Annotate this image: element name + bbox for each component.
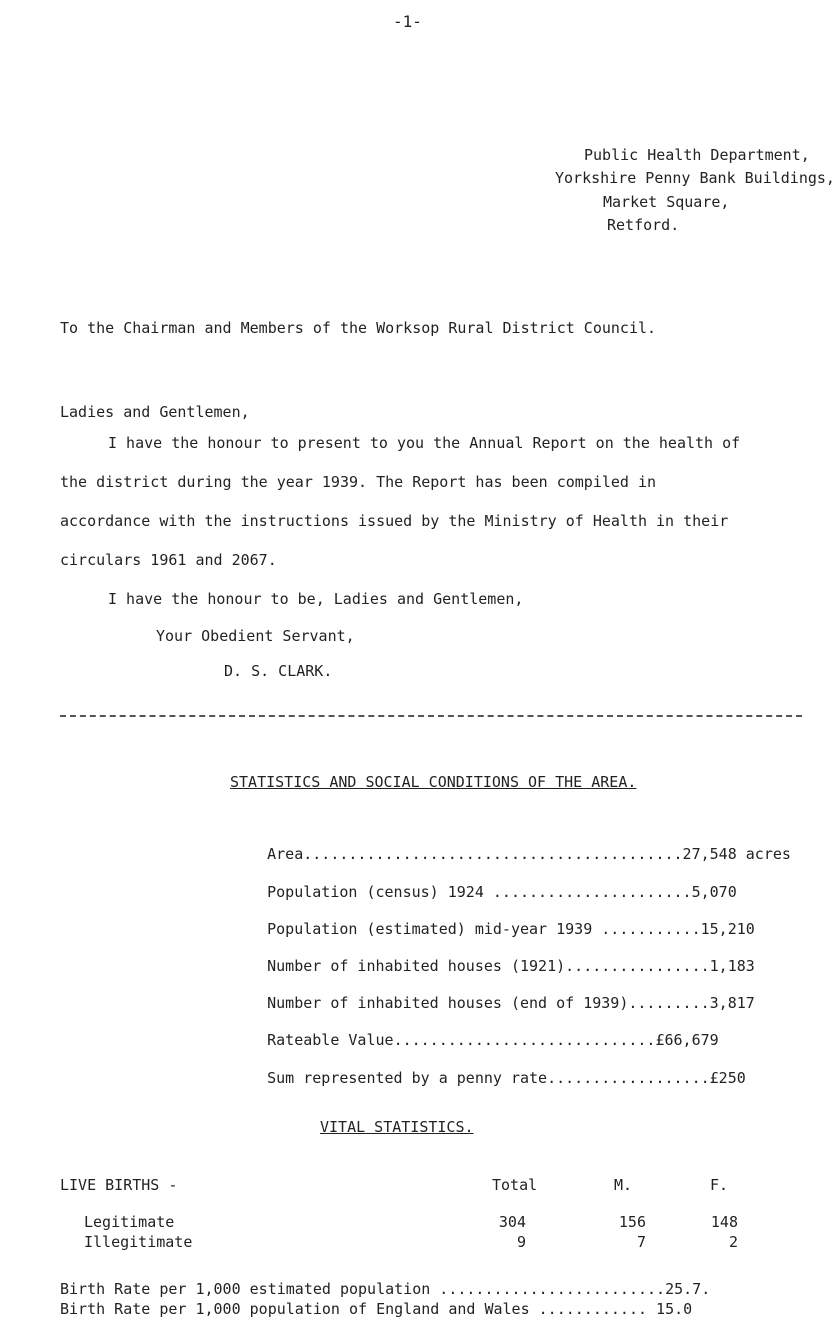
stat-label: Sum represented by a penny rate	[267, 1069, 548, 1087]
vital-statistics-heading: VITAL STATISTICS.	[320, 1118, 474, 1136]
closing: I have the honour to be, Ladies and Gentlemen,	[108, 590, 524, 608]
row-label: Legitimate	[84, 1213, 175, 1231]
stat-label: Number of inhabited houses (end of 1939)	[267, 994, 629, 1012]
stat-label: Rateable Value	[267, 1031, 394, 1049]
stat-dots: ..................	[547, 1069, 710, 1087]
stat-value: 15,210	[700, 920, 755, 938]
stat-row	[231, 1051, 746, 1105]
stat-dots: ...........	[592, 920, 701, 938]
rate-value: 25.7.	[665, 1280, 711, 1298]
rate-label: Birth Rate per 1,000 estimated population	[60, 1280, 431, 1298]
row-male: 156	[618, 1213, 646, 1231]
stat-value: 1,183	[709, 957, 755, 975]
stat-value: 5,070	[691, 883, 737, 901]
rate-row	[60, 1300, 692, 1318]
signature: D. S. CLARK.	[224, 662, 333, 680]
header-female: F.	[710, 1176, 729, 1194]
stat-dots: .............................	[393, 1031, 656, 1049]
stat-dots: ......................	[483, 883, 692, 901]
greeting: Ladies and Gentlemen,	[60, 403, 250, 421]
sign-off: Your Obedient Servant,	[156, 627, 355, 645]
section-heading: STATISTICS AND SOCIAL CONDITIONS OF THE AREA.	[230, 773, 637, 791]
salutation-to: To the Chairman and Members of the Worksop Rural District Council.	[60, 319, 657, 337]
address-line: Yorkshire Penny Bank Buildings,	[555, 169, 835, 187]
stat-value: 3,817	[709, 994, 755, 1012]
stat-label: Population (estimated) mid-year 1939	[267, 920, 593, 938]
header-total: Total	[492, 1176, 538, 1194]
letter-line: circulars 1961 and 2067.	[60, 551, 277, 569]
stat-dots: ................	[565, 957, 710, 975]
row-female: 148	[710, 1213, 738, 1231]
row-total: 304	[498, 1213, 526, 1231]
row-male: 7	[636, 1233, 646, 1251]
address-line: Retford.	[607, 216, 680, 234]
rate-dots: .........................	[430, 1280, 666, 1298]
rate-dots: ............	[529, 1300, 657, 1318]
letter-line: accordance with the instructions issued by the Ministry of Health in their	[60, 512, 729, 530]
address-line: Market Square,	[603, 193, 730, 211]
stat-label: Population (census) 1924	[267, 883, 484, 901]
rate-label: Birth Rate per 1,000 population of England and Wales	[60, 1300, 530, 1318]
rate-value: 15.0	[656, 1300, 693, 1318]
stat-dots: ..........................................	[303, 845, 683, 863]
letter-line: the district during the year 1939. The Report has been compiled in	[60, 473, 657, 491]
row-female: 2	[728, 1233, 738, 1251]
stat-dots: .........	[628, 994, 710, 1012]
letter-line: I have the honour to present to you the Annual Report on the health of	[108, 434, 741, 452]
stat-value: £250	[709, 1069, 746, 1087]
page-number: -1-	[393, 12, 422, 31]
row-label: Illegitimate	[84, 1233, 193, 1251]
header-male: M.	[614, 1176, 633, 1194]
row-total: 9	[516, 1233, 526, 1251]
stat-value: £66,679	[655, 1031, 719, 1049]
stat-value: 27,548 acres	[682, 845, 791, 863]
divider	[60, 715, 802, 717]
rate-row	[60, 1280, 710, 1298]
stat-label: Number of inhabited houses (1921)	[267, 957, 566, 975]
address-line: Public Health Department,	[584, 146, 810, 164]
live-births-title: LIVE BIRTHS -	[60, 1176, 178, 1194]
stat-label: Area	[267, 845, 304, 863]
